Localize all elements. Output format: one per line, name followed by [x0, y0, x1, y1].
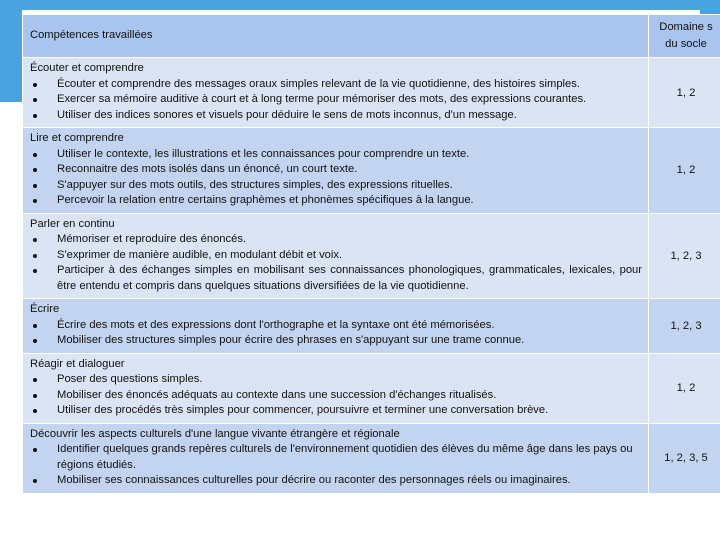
competence-cell: [23, 58, 649, 128]
list-item: [30, 193, 642, 209]
domain-column-header: Domaine s du socle: [649, 15, 720, 58]
table-body: [23, 58, 720, 494]
list-item-text: Mobiliser ses connaissances culturelles pour décrire ou raconter des personnages réels ou imaginaires.: [57, 474, 571, 486]
section-title: Découvrir les aspects culturels d'une langue vivante étrangère et régionale: [30, 427, 400, 440]
list-item: [30, 108, 642, 124]
bullet-icon: [33, 378, 37, 382]
bullet-icon: [33, 339, 37, 343]
bullet-icon: [33, 448, 37, 452]
left-accent-band: [0, 10, 22, 102]
list-item-text: Poser des questions simples.: [57, 373, 203, 385]
list-item-text: Mémoriser et reproduire des énoncés.: [57, 233, 247, 245]
list-item: [30, 442, 642, 473]
domain-cell: 1, 2, 3: [649, 213, 720, 299]
list-item-text: Utiliser des procédés très simples pour commencer, poursuivre et terminer une conversation brève.: [57, 404, 549, 416]
list-item-text: Mobiliser des structures simples pour écrire des phrases en s'appuyant sur une trame connue.: [57, 334, 525, 346]
bullet-icon: [33, 238, 37, 242]
list-item: [30, 403, 642, 419]
competences-table: [22, 14, 720, 494]
table-row: [23, 299, 720, 354]
competence-cell: [23, 128, 649, 214]
list-item: [30, 333, 642, 349]
bullet-icon: [33, 83, 37, 87]
table-header-row: [23, 15, 720, 58]
domain-cell: 1, 2: [649, 58, 720, 128]
list-item: [30, 77, 642, 93]
section-title: Parler en continu: [30, 217, 115, 230]
list-item-text: Mobiliser des énoncés adéquats au contexte dans une succession d'échanges ritualisés.: [57, 388, 497, 401]
competence-cell: [23, 353, 649, 423]
list-item-text: Utiliser des indices sonores et visuels pour déduire le sens de mots inconnus, d'un message.: [57, 108, 517, 121]
competence-cell: [23, 423, 649, 493]
bullet-icon: [33, 254, 37, 258]
table-row: [23, 353, 720, 423]
list-item-text: S'appuyer sur des mots outils, des structures simples, des expressions rituelles.: [57, 178, 453, 191]
list-item-text: Participer à des échanges simples en mobilisant ses connaissances phonologiques, grammaticales, lexicales, pour être entendu et compris dans quelques situations diversifiées de la vie quotidienne.: [57, 264, 642, 292]
bullet-icon: [33, 269, 37, 273]
bullet-icon: [33, 168, 37, 172]
bullet-icon: [33, 114, 37, 118]
bullet-icon: [33, 409, 37, 413]
list-item: [30, 318, 642, 334]
bullet-icon: [33, 394, 37, 398]
table-row: [23, 58, 720, 128]
page-title: Compétences travaillées: [23, 15, 649, 58]
list-item: [30, 147, 642, 163]
list-item-text: Reconnaitre des mots isolés dans un énoncé, un court texte.: [57, 163, 358, 175]
domain-cell: 1, 2: [649, 128, 720, 214]
list-item: [30, 388, 642, 404]
bullet-icon: [33, 153, 37, 157]
list-item: [30, 248, 642, 264]
bullet-icon: [33, 479, 37, 483]
domain-cell: 1, 2, 3: [649, 299, 720, 354]
table-row: [23, 128, 720, 214]
list-item-text: Identifier quelques grands repères culturels de l'environnement quotidien des élèves du même âge dans les pays ou régions étudiés.: [57, 443, 633, 471]
list-item: [30, 263, 642, 294]
list-item-text: Écrire des mots et des expressions dont l'orthographe et la syntaxe ont été mémorisées.: [57, 318, 495, 331]
section-title: Réagir et dialoguer: [30, 357, 125, 370]
list-item: [30, 473, 642, 489]
bullet-icon: [33, 184, 37, 188]
section-title: Écrire: [30, 303, 60, 315]
bullet-icon: [33, 199, 37, 203]
list-item-text: Utiliser le contexte, les illustrations et les connaissances pour comprendre un texte.: [57, 147, 470, 160]
competence-list: [30, 232, 642, 294]
competence-cell: [23, 299, 649, 354]
competence-list: [30, 318, 642, 349]
list-item: [30, 92, 642, 108]
competence-list: [30, 77, 642, 124]
list-item-text: S'exprimer de manière audible, en modulant débit et voix.: [57, 248, 343, 261]
list-item-text: Exercer sa mémoire auditive à court et à long terme pour mémoriser des mots, des expressions courantes.: [57, 93, 587, 105]
list-item-text: Écouter et comprendre des messages oraux simples relevant de la vie quotidienne, des histoires simples.: [57, 77, 580, 90]
list-item: [30, 372, 642, 388]
section-title: Écouter et comprendre: [30, 62, 144, 74]
domain-cell: 1, 2, 3, 5: [649, 423, 720, 493]
section-title: Lire et comprendre: [30, 132, 124, 144]
list-item: [30, 232, 642, 248]
bullet-icon: [33, 98, 37, 102]
domain-cell: 1, 2: [649, 353, 720, 423]
competence-list: [30, 442, 642, 489]
table-row: [23, 423, 720, 493]
bullet-icon: [33, 324, 37, 328]
list-item-text: Percevoir la relation entre certains graphèmes et phonèmes spécifiques à la langue.: [57, 194, 474, 206]
list-item: [30, 178, 642, 194]
table-row: [23, 213, 720, 299]
top-accent-band: [0, 0, 720, 10]
competence-list: [30, 147, 642, 209]
competence-list: [30, 372, 642, 419]
list-item: [30, 162, 642, 178]
competence-cell: [23, 213, 649, 299]
